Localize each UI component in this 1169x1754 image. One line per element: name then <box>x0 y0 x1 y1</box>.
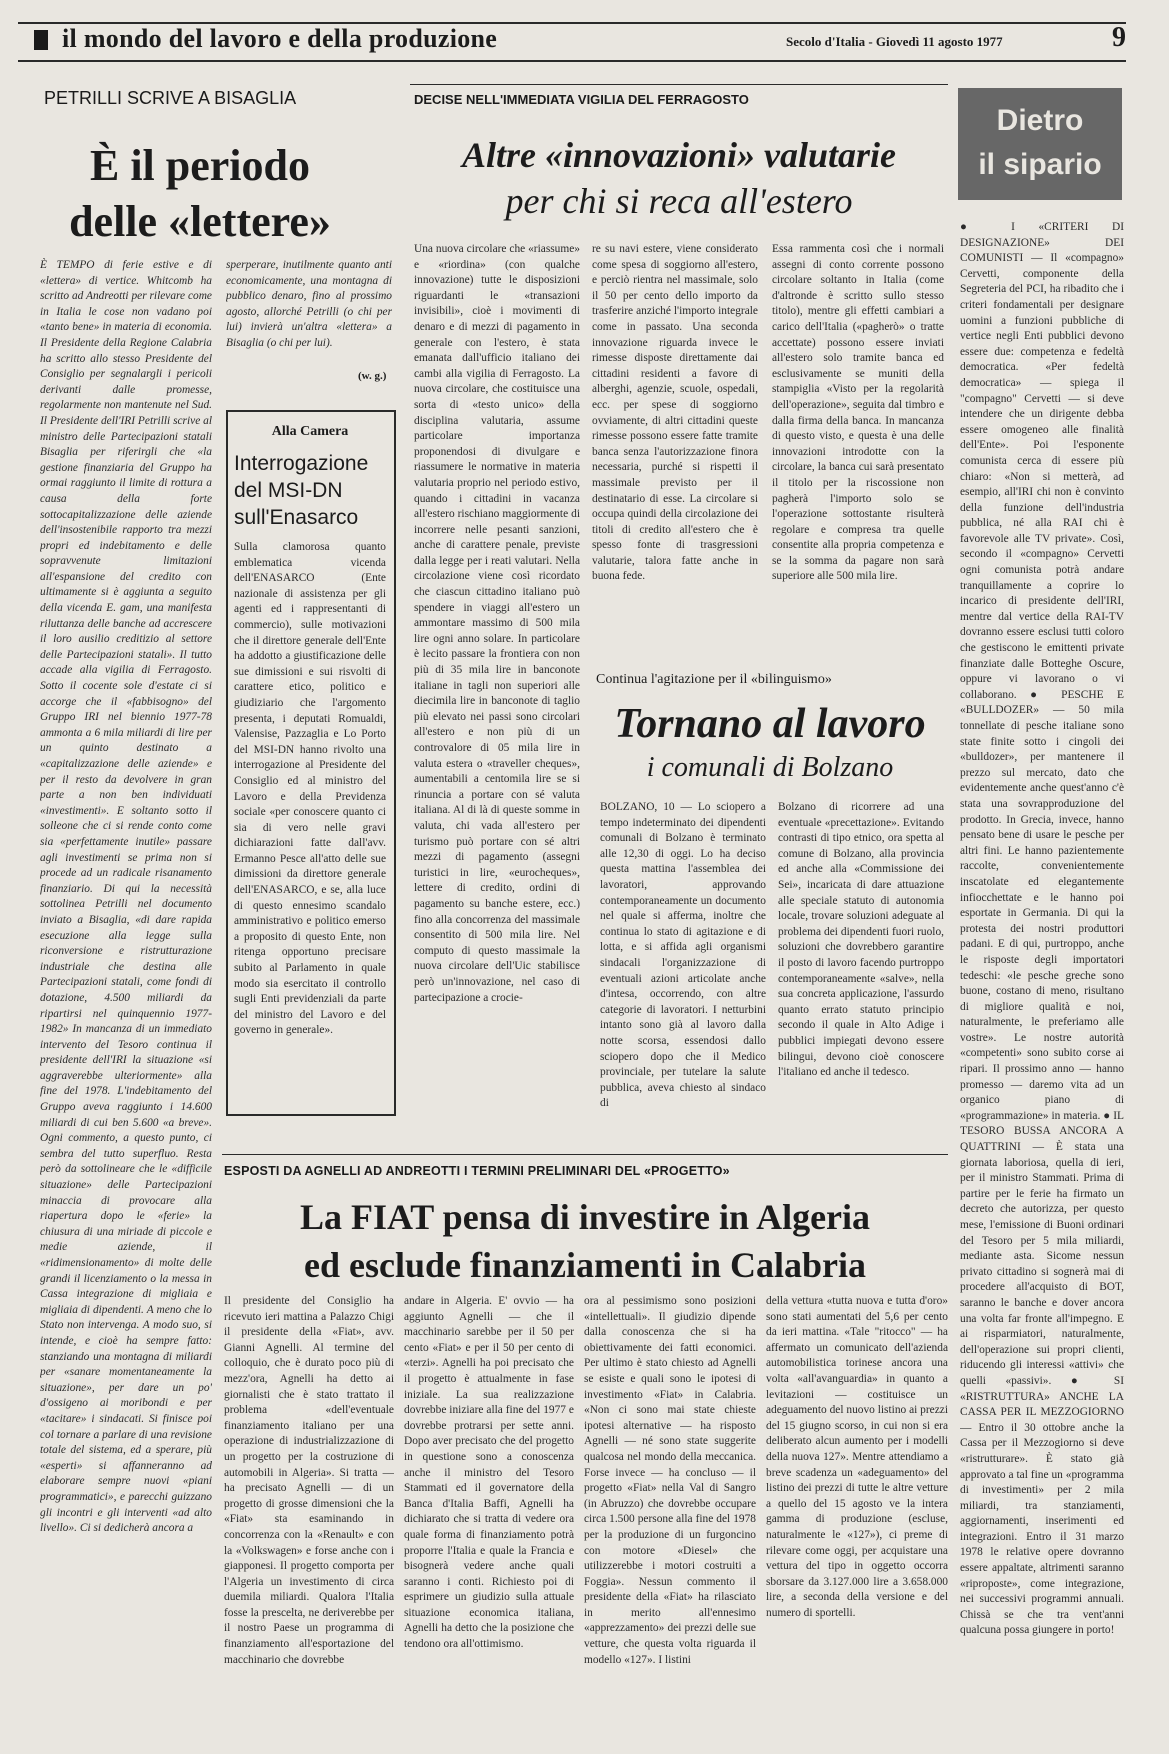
article3-top-rule <box>410 84 948 85</box>
header-rule <box>18 60 1126 62</box>
article1-signature: (w. g.) <box>358 370 387 382</box>
article4-title-line1: Tornano al lavoro <box>614 701 926 747</box>
article4-column1: BOLZANO, 10 — Lo sciopero a tempo indeterminato dei dipendenti comunali di Bolzano è terminato alle 12,30 di oggi. Lo ha deciso questa mattina l'assemblea dei lavoratori, approvando contemporaneamente un documento nel quale si afferma, inoltre che continua lo stato di agitazione e di lotta, e si affida agli organismi sindacali l'organizzazione di eventuali azioni articolate anche d'intesa, occorrendo, con altre categorie di lavoratori. I netturbini intanto sono già al lavoro dalla notte scorsa, essendosi dallo sciopero dopo che il Medico provinciale, per tutelare la salute pubblica, aveva chiesto al sindaco di <box>600 801 766 1110</box>
article2-kicker: Alla Camera <box>271 424 349 439</box>
article4-column2: Bolzano di ricorrere ad una eventuale «precettazione». Evitando contrasti di tipo etnico, ora spetta al comune di Bolzano, alla provincia ed anche alla «Commissione dei Sei», incaricata di dare attuazione alle speciale statuto di autonomia locale, trovare soluzioni adeguate al problema dei dipendenti fuori ruolo, soluzioni che dovrebbero garantire il posto di lavoro facendo purtroppo contemporaneamente «salve», nella sua concreta applicazione, l'assurdo quanto errato statuto principio secondo il quale in Alto Adige i pubblici impiegati devono essere bilingui, devono cioè conoscere l'italiano ed anche il tedesco. <box>778 801 944 1079</box>
article2-title: Interrogazione del MSI-DN sull'Enasarco <box>234 452 369 529</box>
section-title: il mondo del lavoro e della produzione <box>62 24 498 53</box>
article1-title-line2: delle «lettere» <box>69 197 331 246</box>
article1-column2: sperperare, inutilmente quanto anti economicamente, una montagna di pubblico denaro, fino al prossimo agosto, allorché Petrilli (o chi per lui) invierà un'altra «lettera» a Bisaglia (o chi per lui). <box>226 259 392 349</box>
article5-kicker: ESPOSTI DA AGNELLI AD ANDREOTTI I TERMINI PRELIMINARI DEL «PROGETTO» <box>224 1164 730 1178</box>
article4-title-line2: i comunali di Bolzano <box>646 752 894 783</box>
article3-title-line2: per chi si reca all'estero <box>505 181 853 221</box>
sidebar-title-line1: Dietro <box>996 104 1084 137</box>
article1-column1: È TEMPO di ferie estive e di «lettera» di vertice. Whitcomb ha scritto ad Andreotti per rilevare come in Italia le cose non vadano poi «tanto bene» in materia di economia. Il Presidente della Regione Calabria ha scritto allo stesso Presidente del Consiglio per segnalargli i pericoli derivanti dalle promesse, regolarmente non mantenute nel Sud. Il Presidente dell'IRI Petrilli scrive al ministro delle Partecipazioni statali Bisaglia per riferirgli che «la gestione finanziaria del Gruppo ha ormai raggiunto il limite di rottura a causa della forte sottocapitalizzazione delle aziende dell'insostenibile rapporto tra mezzi propri ed indebitamento e delle sopravvenute limitazioni all'espansione del credito con ultimamente si è aggiunta a seguito della vicenda E. gam, una manifesta riluttanza delle banche ad accrescere il loro ausilio creditizio al settore delle Partecipazioni statali». Il tutto accade alla vigilia di Ferragosto. Sotto il cocente sole d'estate ci si accorge che il «fabbisogno» del Gruppo IRI nel biennio 1977-78 ammonta a 6 mila miliardi di lire per un quinto destinato a «capitalizzazione delle aziende» e per il resto da devolvere in gran parte a non ben individuati «investimenti». E soltanto sotto il solleone che ci si rende conto come sia «perfettamente inutile» passare agli investimenti se prima non si procede ad un radicale risanamento finanziario. Di qui la necessità sottolinea Petrilli nel documento inviato a Bisaglia, «di dare rapida esecuzione alla legge sulla riconversione e ristrutturazione industriale che destina alle Partecipazioni statali, come fondi di dotazione, 4.500 miliardi da ripartirsi nel quinquennio 1977-1982» In mancanza di un immediato intervento del Tesoro continua il presidente dell'IRI la situazione «si aggraverebbe ulteriormente» alla fine del 1978. L'indebitamento del Gruppo aveva raggiunto i 14.600 miliardi di cui ben 5.600 «a breve». Ogni commento, a questo punto, ci sembra del tutto superfluo. Resta però da sottolineare che le «difficile situazione» delle Partecipazioni minaccia di provocare alla riapertura dopo le «ferie» la chiusura di una miriade di piccole e medie aziende, il «ridimensionamento» di molte delle grandi il licenziamento o la messa in Cassa integrazione di migliaia e migliaia di dipendenti. A meno che lo Stato non intervenga. A modo suo, si intende, e cioè ha sempre fatto: stanziando una montagna di miliardi per «sanare momentaneamente la situazione», per dare un po' d'ossigeno ai moribondi e per «tacitare» i sindacati. Si finisce poi col tornare a parlare di una revisione totale del sistema, ed a sperare, più «esperti» si affanneranno ad elaborare sempre nuovi «piani programmatici», e parecchi guizzano gli incontri e gli interventi «ad alto livello». Ci si dedicherà ancora a <box>40 259 212 1535</box>
article3-column3: Essa rammenta così che i normali assegni di conto corrente possono circolare soltanto in Italia (come d'altronde è scritto sullo stesso titolo), mentre gli effetti cambiari a carico dell'Italia («pagherò» o tratte accettate) possono essere inviati all'estero solo tramite banca ed esclusivamente se muniti della stampiglia «Visto per la regolarità dell'operazione», seguita dal timbro e dalla firma della banca. In mancanza di questo visto, e questa è una delle innovazioni introdotte con la circolare, la banca cui sarà presentato il titolo per la riscossione non pagherà l'importo solo se l'operazione sottostante risulterà regolare e compresa tra quelle consentite alla propria competenza e se la somma da pagare non sarà superiore alle 500 mila lire. <box>772 243 944 583</box>
article5-top-rule <box>222 1154 948 1155</box>
article3-title-line1: Altre «innovazioni» valutarie <box>461 135 897 175</box>
article5-title-line2: ed esclude finanziamenti in Calabria <box>303 1245 866 1285</box>
article5-title-line1: La FIAT pensa di investire in Algeria <box>299 1197 871 1237</box>
article5-column3: ora al pessimismo sono posizioni «intellettuali». Il giudizio dipende dalla conoscenza che si ha obiettivamente dei fatti economici. Per ultimo è stato chiesto ad Agnelli se esiste e quali sono le ipotesi di investimento «Fiat» in Calabria. «Non ci sono mai state chieste ipotesi alternative — ha risposto Agnelli — né sono state suggerite qualcosa nel mondo della meccanica. Forse invece — ha concluso — il progetto «Fiat» nella Val di Sangro (in Abruzzo) che dovrebbe occupare circa 1.500 persone alla fine del 1978 per la produzione di un furgoncino con motore «Diesel» che utilizzerebbe i motori costruiti a Foggia». Nessun commento il presidente della «Fiat» ha rilasciato in merito all'ennesimo «apprezzamento» dei prezzi delle sue vetture, che questa volta riguarda il modello «127». I listini <box>584 1295 756 1666</box>
sidebar-body: ● I «CRITERI DI DESIGNAZIONE» DEI COMUNISTI — Il «compagno» Cervetti, componente della Segreteria del PCI, ha ribadito che i criteri fondamentali per designare uomini a funzioni pubbliche di vertice negli Enti pubblici devono essere due: competenza e fedeltà democratica. «Per fedeltà democratica» — spiega il "compagno" Cervetti — si deve intendere che un dirigente debba essere omogeneo alle finalità dell'Ente». Poi l'esponente comunista cerca di essere più chiaro: «Non si metterà, ad esempio, all'IRI chi non è convinto della funzione dell'industria pubblica, né alla RAI chi è favorevole alle TV private». Così, secondo il «compagno» Cervetti ogni comunista potrà andare tranquillamente a coprire lo incarico di presidente dell'IRI, mentre dal vertice della RAI-TV dovranno essere esclusi tutti coloro che gestiscono le emittenti private finanziate dalle Botteghe Oscure, oppure vi lavorano o vi collaborano. ● PESCHE E «BULLDOZER» — 50 mila tonnellate di pesche italiane sono state finite sotto i cingoli dei «bulldozer», per mantenere il prezzo sul mercato, dato che evidentemente anche quest'anno c'è stata una sovrapproduzione del prodotto. In Grecia, invece, hanno pensato bene di usare le pesche per altri fini. Le hanno pazientemente raccolte, convenientemente inscatolate ed elegantemente infiocchettate e le hanno poi esportate in Germania. Di qui la protesta dei nostri produttori padani. E di qui, purtroppo, anche le risposte degli importatori tedeschi: «le pesche greche sono buone, costano di meno, risultano di migliore qualità e noi, naturalmente, le preferiamo alle vostre». Le nostre autorità «competenti» sono subito corse ai ripari. Il prossimo anno — hanno promesso — daremo vita ad un organico piano di «programmazione» in materia. ● IL TESORO BUSSA ANCORA A QUATTRINI — È stata una giornata laboriosa, quella di ieri, per il ministro Stammati. Prima di partire per le ferie ha firmato un decreto che autorizza, per questo mese, l'emissione di Buoni ordinari del Tesoro per 5 mila miliardi, mediante asta. Sicome nessun privato cittadino si sognerà mai di procedere all'acquisto di BOT, saranno le banche e dover ancora una volta far fronte all'impegno. E ai risparmiatori, naturalmente, dell'operazione sui propri clienti, riducendo gli interessi «attivi» che quelli «passivi». ● SI «RISTRUTTURA» ANCHE LA CASSA PER IL MEZZOGIORNO — Entro il 30 ottobre anche la Cassa per il Mezzogiorno si deve «ristrutturare». È stato già approvato a tal fine un «programma di investimenti» per 2 mila miliardi, tra stanziamenti, aggiornamenti, inserimenti ed integrazioni. Entro il 31 marzo 1978 le relative opere dovranno essere appaltate, altrimenti saranno «riproposte», come integrazione, nei successivi programmi annuali. Chissà se che tra vent'anni qualcuna possa giungere in porto! <box>960 221 1124 1637</box>
article3-column1: Una nuova circolare che «riassume» e «riordina» (con qualche innovazione) tutte le disposizioni riguardanti le «transazioni invisibili», cioè i movimenti di denaro e di mezzi di pagamento in generale con l'estero, è stata emanata dall'ufficio italiano dei cambi alla vigilia di Ferragosto. La nuova circolare, che costituisce una sorta di «testo unico» della disciplina valutaria, assume particolare importanza proponendosi di divulgare e riassumere le normative in materia valutaria proprio nel periodo estivo, quando i cittadini in vacanza all'estero rischiano maggiormente di incorrere nelle pesanti sanzioni, anche di carattere penale, previste dalla legge per i reati valutari. Nella circolazione viene così ricordato che ciascun cittadino italiano può spendere in viaggi all'estero un ammontare massimo di 500 mila lire ogni anno solare. In particolare è lecito passare la frontiera con non più di 35 mila lire in banconote italiane in tagli non superiori alle diecimila lire in banconote di taglio più elevato nei passi sono circolari all'estero e non più di un controvalore di 05 mila lire in valuta estera o «traveller cheques», aumentabili a centomila lire se si rinuncia a portare con sé valuta italiana. Al di là di queste somme in valuta, chi vada all'estero per turismo può portare con sé altri mezzi di pagamento (assegni turistici in lire, «eurocheques», lettere di credito, ordini di pagamento su banche estere, ecc.) fino alla concorrenza del massimale consentito di 500 mila lire. Nel computo di questo massimale la nuova circolare dell'Uic stabilisce però un'innovazione, nel caso di partecipazione a crocie- <box>414 243 580 1004</box>
article5-column4: della vettura «tutta nuova e tutta d'oro» sono stati aumentati del 5,6 per cento da ieri mattina. «Tale "ritocco" — ha affermato un comunicato dell'azienda automobilistica torinese ancora una volta «all'avanguardia» in quanto a levitazioni — costituisce un adeguamento del nuovo listino ai prezzi del 15 giugno scorso, in cui non si era deliberato alcun aumento per i modelli della nuova 127». Mentre attendiamo a breve scadenza un «adeguamento» del listino dei prezzi di tutte le altre vetture a quello del 15 agosto ve la intera gamma di produzione (escluse, naturalmente le «127»), ci preme di rilevare come oggi, per acquistare una vettura del tipo in oggetto occorra sborsare da 3.127.000 lire a 3.658.000 lire, a seconda della versione e del numero di sportelli. <box>766 1295 948 1619</box>
section-bullet <box>34 30 48 50</box>
sidebar-title-line2: il sipario <box>978 148 1102 181</box>
article5-column2: andare in Algeria. E' ovvio — ha aggiunto Agnelli — che il macchinario sarebbe per il 50 per cento «Fiat» e per il 50 per cento di «terzi». Agnelli ha poi precisato che il progetto è attualmente in fase iniziale. La sua realizzazione dovrebbe iniziare alla fine del 1977 e dovrebbe protrarsi per sette anni. Dopo aver precisato che del progetto in questione sono a conoscenza anche il ministro del Tesoro Stammati ed il governatore della Banca d'Italia Baffi, Agnelli ha dichiarato che si tratta di vedere ora quale forma di finanziamento potrà proporre l'Italia e quale la Francia e bisognerà vedere anche quali saranno i conti. Richiesto poi di esprimere un giudizio sulla attuale situazione economica italiana, Agnelli ha detto che la posizione che tendono ora all'ottimismo. <box>404 1295 574 1651</box>
article5-column1: Il presidente del Consiglio ha ricevuto ieri mattina a Palazzo Chigi il presidente della «Fiat», avv. Gianni Agnelli. Al termine del colloquio, che è durato poco più di mezz'ora, Agnelli ha detto ai giornalisti che è stato trattato il problema «dell'eventuale finanziamento italiano per una operazione di industrializzazione di un progetto per la costruzione di automobili in Algeria». Si tratta — ha precisato Agnelli — di un progetto di grosse dimensioni che la «Fiat» sta esaminando in concorrenza con la «Renault» e con la «Volkswagen» e forse anche con i giapponesi. Il progetto comporta per l'Algeria un investimento di circa duemila miliardi. Qualora l'Italia fosse la prescelta, ne deriverebbe per il nostro Paese un programma di finanziamento all'esportazione del macchinario che dovrebbe <box>224 1295 394 1666</box>
article1-kicker: PETRILLI SCRIVE A BISAGLIA <box>44 88 297 108</box>
paper-date: Secolo d'Italia - Giovedì 11 agosto 1977 <box>786 34 1003 49</box>
article3-kicker: DECISE NELL'IMMEDIATA VIGILIA DEL FERRAGOSTO <box>414 92 749 107</box>
article3-column2: re su navi estere, viene considerato come spesa di soggiorno all'estero, e perciò rientra nel massimale, solo il 50 per cento dello importo da trasferire anziché l'importo integrale come in passato. Una seconda innovazione riguarda invece le rimesse disposte direttamente dai cittadini residenti a favore di alberghi, agenzie, scuole, ospedali, ecc. per spese di soggiorno ovviamente, di altri cittadini queste rimesse possono essere fatte tramite banca senza l'autorizzazione finora necessaria, purché si rispetti il massimale previsto per il destinatario di esse. La circolare si occupa quindi della circolazione dei titoli di credito all'estero che è spesso fonte di trasgressioni valutarie, talora fatte anche in buona fede. <box>592 243 758 583</box>
article4-kicker: Continua l'agitazione per il «bilinguismo» <box>596 672 832 687</box>
article2-body: Sulla clamorosa quanto emblematica vicenda dell'ENASARCO (Ente nazionale di assistenza per gli agenti ed i rappresentanti di commercio), sulle motivazioni che il direttore generale dell'Ente ha addotto a giustificazione delle sue dimissioni e sui risvolti di carattere etico, politico e giudiziario che l'argomento presenta, i deputati Romualdi, Valensise, Pazzaglia e Lo Porto del MSI-DN hanno rivolto una interrogazione al Presidente del Consiglio ed al ministro del Lavoro e della Previdenza sociale «per conoscere quanto ci sia di vero nelle gravi dichiarazioni fatte dall'avv. Ermanno Pesce all'atto delle sue dimissioni da direttore generale dell'ENASARCO, e se, alla luce di questo ennesimo scandalo amministrativo e politico emerso a proposito di questo Ente, non ritenga opportuno precisare subito al Parlamento in quale modo sia esercitato il controllo sugli Enti previdenziali da parte del ministro del Lavoro e del governo in generale». <box>234 541 386 1037</box>
article1-title-line1: È il periodo <box>89 141 311 190</box>
page-number: 9 <box>1112 22 1126 53</box>
